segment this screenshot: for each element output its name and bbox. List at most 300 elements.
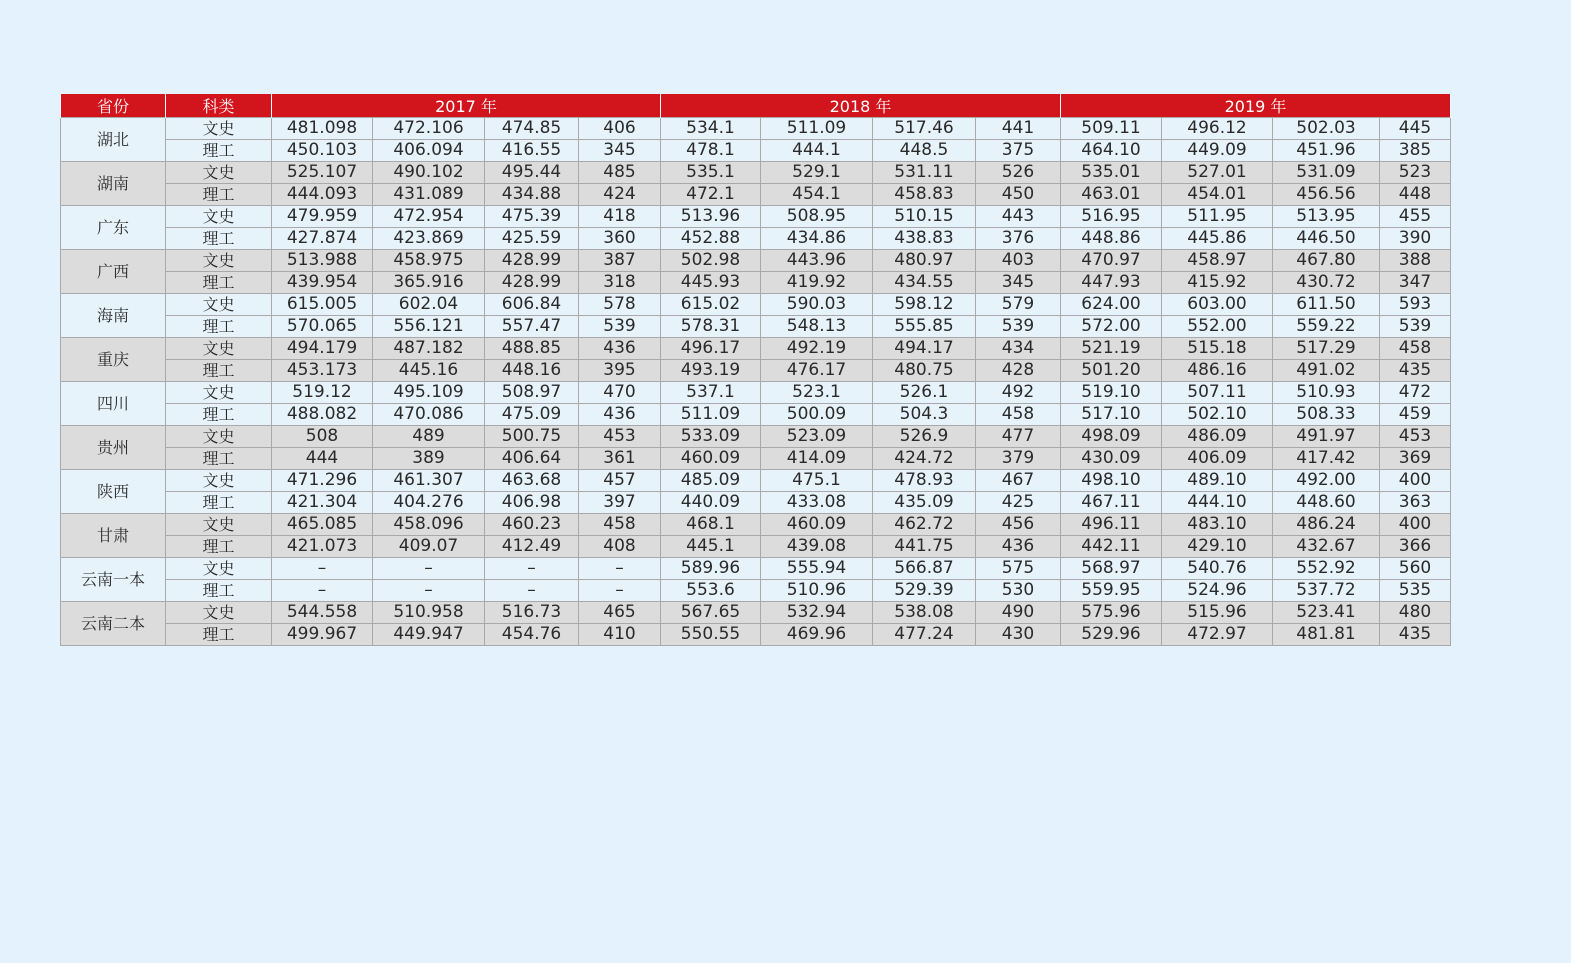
score-cell: 434.86 [761,228,873,250]
score-cell: 615.005 [272,294,373,316]
score-cell: 463.68 [485,470,579,492]
score-cell: 452.88 [661,228,761,250]
table-row [61,140,1451,162]
province-cell: 湖北 [61,118,166,162]
score-cell: 487.182 [373,338,485,360]
score-cell: 440.09 [661,492,761,514]
score-cell: 534.1 [661,118,761,140]
score-cell: 403 [976,250,1061,272]
score-cell: 575 [976,558,1061,580]
score-cell: 479.959 [272,206,373,228]
subject-cell: 理工 [166,492,272,514]
subject-cell: 文史 [166,382,272,404]
score-cell: 496.11 [1061,514,1162,536]
table-row [61,250,1451,272]
score-cell: 448.60 [1273,492,1380,514]
score-cell: 492 [976,382,1061,404]
score-cell: 432.67 [1273,536,1380,558]
score-cell: 406.094 [373,140,485,162]
score-cell: – [373,580,485,602]
score-cell: 406.98 [485,492,579,514]
score-cell: 388 [1380,250,1451,272]
score-cell: 510.93 [1273,382,1380,404]
score-cell: 471.296 [272,470,373,492]
score-cell: 489.10 [1162,470,1273,492]
score-cell: 469.96 [761,624,873,646]
score-cell: 490.102 [373,162,485,184]
score-cell: 593 [1380,294,1451,316]
score-cell: 513.95 [1273,206,1380,228]
score-cell: 438.83 [873,228,976,250]
score-cell: 472.954 [373,206,485,228]
score-cell: 540.76 [1162,558,1273,580]
subject-cell: 文史 [166,250,272,272]
score-cell: 494.17 [873,338,976,360]
score-cell: 406.09 [1162,448,1273,470]
score-cell: 568.97 [1061,558,1162,580]
score-cell: 560 [1380,558,1451,580]
score-cell: 531.11 [873,162,976,184]
score-cell: 538.08 [873,602,976,624]
score-cell: 464.10 [1061,140,1162,162]
score-cell: 448.86 [1061,228,1162,250]
score-cell: 480.97 [873,250,976,272]
score-cell: 434.55 [873,272,976,294]
score-cell: 318 [579,272,661,294]
score-cell: 427.874 [272,228,373,250]
score-cell: 444.10 [1162,492,1273,514]
score-cell: 529.1 [761,162,873,184]
score-cell: 409.07 [373,536,485,558]
score-cell: 458 [976,404,1061,426]
score-cell: 428.99 [485,272,579,294]
score-cell: 442.11 [1061,536,1162,558]
score-cell: 436 [579,404,661,426]
score-cell: 553.6 [661,580,761,602]
score-cell: 455 [1380,206,1451,228]
subject-cell: 理工 [166,448,272,470]
score-cell: 450 [976,184,1061,206]
score-cell: 515.96 [1162,602,1273,624]
score-cell: 508.95 [761,206,873,228]
score-cell: 467.80 [1273,250,1380,272]
score-cell: 400 [1380,470,1451,492]
score-cell: 449.09 [1162,140,1273,162]
score-cell: 526.1 [873,382,976,404]
score-cell: 575.96 [1061,602,1162,624]
header-row [61,94,1451,118]
score-cell: 507.11 [1162,382,1273,404]
score-cell: 376 [976,228,1061,250]
score-cell: 485 [579,162,661,184]
score-cell: 369 [1380,448,1451,470]
score-cell: 511.09 [761,118,873,140]
score-cell: 523.41 [1273,602,1380,624]
score-cell: 544.558 [272,602,373,624]
score-cell: 476.17 [761,360,873,382]
score-cell: 436 [976,536,1061,558]
score-cell: 461.307 [373,470,485,492]
score-cell: 477 [976,426,1061,448]
score-cell: 535.01 [1061,162,1162,184]
year-header-2019: 2019 年 [1061,94,1451,118]
table-row [61,316,1451,338]
score-cell: 510.15 [873,206,976,228]
score-cell: 485.09 [661,470,761,492]
score-cell: 500.09 [761,404,873,426]
table-row [61,602,1451,624]
score-cell: 474.85 [485,118,579,140]
province-cell: 四川 [61,382,166,426]
table-row [61,448,1451,470]
score-cell: 537.72 [1273,580,1380,602]
score-cell: 448.5 [873,140,976,162]
province-cell: 云南二本 [61,602,166,646]
score-cell: 495.44 [485,162,579,184]
score-cell: 345 [579,140,661,162]
score-cell: 416.55 [485,140,579,162]
score-cell: 513.96 [661,206,761,228]
score-cell: 486.24 [1273,514,1380,536]
score-cell: 429.10 [1162,536,1273,558]
province-cell: 云南一本 [61,558,166,602]
score-cell: 431.089 [373,184,485,206]
score-cell: 423.869 [373,228,485,250]
score-cell: 421.073 [272,536,373,558]
score-cell: 519.10 [1061,382,1162,404]
score-cell: 475.09 [485,404,579,426]
score-cell: 493.19 [661,360,761,382]
table-row [61,228,1451,250]
score-cell: 500.75 [485,426,579,448]
score-cell: 502.10 [1162,404,1273,426]
score-cell: – [373,558,485,580]
score-cell: 535.1 [661,162,761,184]
score-cell: 430.72 [1273,272,1380,294]
score-cell: 424 [579,184,661,206]
score-cell: 435 [1380,360,1451,382]
score-cell: 448 [1380,184,1451,206]
subject-cell: 理工 [166,404,272,426]
score-cell: 414.09 [761,448,873,470]
score-cell: – [579,580,661,602]
score-cell: 375 [976,140,1061,162]
score-cell: 472.1 [661,184,761,206]
table-row [61,162,1451,184]
score-cell: 480.75 [873,360,976,382]
score-cell: 457 [579,470,661,492]
subject-cell: 理工 [166,580,272,602]
score-cell: 510.96 [761,580,873,602]
score-cell: 517.10 [1061,404,1162,426]
province-cell: 陕西 [61,470,166,514]
score-cell: 531.09 [1273,162,1380,184]
score-cell: 412.49 [485,536,579,558]
score-cell: 480 [1380,602,1451,624]
score-cell: 510.958 [373,602,485,624]
score-cell: 526.9 [873,426,976,448]
subject-header: 科类 [166,94,272,118]
score-cell: 389 [373,448,485,470]
score-cell: 570.065 [272,316,373,338]
score-cell: – [272,558,373,580]
score-cell: 397 [579,492,661,514]
score-cell: 539 [1380,316,1451,338]
score-cell: 433.08 [761,492,873,514]
score-cell: 379 [976,448,1061,470]
score-cell: 443 [976,206,1061,228]
score-cell: 425 [976,492,1061,514]
score-cell: 458.975 [373,250,485,272]
score-cell: 444.1 [761,140,873,162]
subject-cell: 文史 [166,514,272,536]
score-cell: 470 [579,382,661,404]
score-cell: 434.88 [485,184,579,206]
score-cell: 385 [1380,140,1451,162]
score-cell: 453 [579,426,661,448]
score-cell: – [485,558,579,580]
subject-cell: 文史 [166,426,272,448]
score-cell: 539 [976,316,1061,338]
table-row [61,206,1451,228]
score-cell: 445.16 [373,360,485,382]
score-cell: 410 [579,624,661,646]
score-cell: 468.1 [661,514,761,536]
score-cell: 408 [579,536,661,558]
subject-cell: 文史 [166,602,272,624]
score-cell: 400 [1380,514,1451,536]
score-cell: 523.09 [761,426,873,448]
score-cell: 603.00 [1162,294,1273,316]
subject-cell: 理工 [166,184,272,206]
province-cell: 海南 [61,294,166,338]
subject-cell: 文史 [166,118,272,140]
score-cell: 434 [976,338,1061,360]
score-cell: 428.99 [485,250,579,272]
table-row [61,294,1451,316]
table-row [61,382,1451,404]
score-cell: 439.08 [761,536,873,558]
score-cell: 606.84 [485,294,579,316]
score-cell: – [485,580,579,602]
score-cell: 421.304 [272,492,373,514]
score-cell: 572.00 [1061,316,1162,338]
score-cell: 508.33 [1273,404,1380,426]
table-row [61,360,1451,382]
score-cell: 615.02 [661,294,761,316]
table-row [61,492,1451,514]
score-cell: 444.093 [272,184,373,206]
score-cell: 495.109 [373,382,485,404]
score-cell: 445.1 [661,536,761,558]
score-cell: 491.02 [1273,360,1380,382]
score-cell: 478.93 [873,470,976,492]
table-row [61,338,1451,360]
score-cell: 465 [579,602,661,624]
year-header-2018: 2018 年 [661,94,1061,118]
score-cell: 425.59 [485,228,579,250]
score-cell: 456.56 [1273,184,1380,206]
score-cell: 453.173 [272,360,373,382]
score-cell: 496.12 [1162,118,1273,140]
score-cell: 517.29 [1273,338,1380,360]
score-cell: 481.098 [272,118,373,140]
score-cell: 624.00 [1061,294,1162,316]
score-cell: 525.107 [272,162,373,184]
score-cell: 492.00 [1273,470,1380,492]
score-cell: 508.97 [485,382,579,404]
score-cell: 430.09 [1061,448,1162,470]
score-cell: 578 [579,294,661,316]
subject-cell: 理工 [166,140,272,162]
score-cell: 361 [579,448,661,470]
score-cell: 492.19 [761,338,873,360]
score-cell: 406 [579,118,661,140]
score-cell: 462.72 [873,514,976,536]
score-cell: 435.09 [873,492,976,514]
score-cell: – [579,558,661,580]
score-cell: 567.65 [661,602,761,624]
table-row [61,514,1451,536]
score-cell: 526 [976,162,1061,184]
score-cell: 439.954 [272,272,373,294]
score-cell: 467 [976,470,1061,492]
score-cell: 555.85 [873,316,976,338]
score-cell: 458 [579,514,661,536]
score-cell: – [272,580,373,602]
score-cell: 527.01 [1162,162,1273,184]
score-cell: 529.39 [873,580,976,602]
province-cell: 贵州 [61,426,166,470]
score-cell: 498.10 [1061,470,1162,492]
score-cell: 454.76 [485,624,579,646]
score-cell: 419.92 [761,272,873,294]
score-cell: 515.18 [1162,338,1273,360]
table-body [61,118,1451,646]
score-cell: 459 [1380,404,1451,426]
score-cell: 443.96 [761,250,873,272]
score-cell: 489 [373,426,485,448]
score-cell: 502.98 [661,250,761,272]
score-cell: 458 [1380,338,1451,360]
subject-cell: 理工 [166,360,272,382]
score-cell: 453 [1380,426,1451,448]
subject-cell: 文史 [166,558,272,580]
score-cell: 418 [579,206,661,228]
score-cell: 498.09 [1061,426,1162,448]
score-cell: 454.01 [1162,184,1273,206]
subject-cell: 理工 [166,272,272,294]
score-cell: 481.81 [1273,624,1380,646]
year-header-2017: 2017 年 [272,94,661,118]
score-cell: 449.947 [373,624,485,646]
score-cell: 424.72 [873,448,976,470]
subject-cell: 理工 [166,536,272,558]
score-cell: 478.1 [661,140,761,162]
score-cell: 499.967 [272,624,373,646]
subject-cell: 理工 [166,316,272,338]
score-cell: 467.11 [1061,492,1162,514]
score-cell: 511.95 [1162,206,1273,228]
score-cell: 548.13 [761,316,873,338]
score-cell: 566.87 [873,558,976,580]
score-cell: 345 [976,272,1061,294]
score-cell: 578.31 [661,316,761,338]
score-cell: 454.1 [761,184,873,206]
score-cell: 509.11 [1061,118,1162,140]
score-cell: 387 [579,250,661,272]
score-cell: 441.75 [873,536,976,558]
score-cell: 521.19 [1061,338,1162,360]
score-cell: 555.94 [761,558,873,580]
score-cell: 486.09 [1162,426,1273,448]
score-cell: 602.04 [373,294,485,316]
table-row [61,184,1451,206]
score-cell: 519.12 [272,382,373,404]
score-cell: 530 [976,580,1061,602]
score-cell: 451.96 [1273,140,1380,162]
score-cell: 557.47 [485,316,579,338]
province-cell: 广东 [61,206,166,250]
province-header: 省份 [61,94,166,118]
score-cell: 465.085 [272,514,373,536]
score-cell: 488.85 [485,338,579,360]
score-cell: 472 [1380,382,1451,404]
score-cell: 579 [976,294,1061,316]
score-cell: 508 [272,426,373,448]
score-cell: 532.94 [761,602,873,624]
score-cell: 529.96 [1061,624,1162,646]
table-row [61,580,1451,602]
province-cell: 湖南 [61,162,166,206]
table-row [61,118,1451,140]
score-cell: 501.20 [1061,360,1162,382]
table-row [61,404,1451,426]
score-cell: 496.17 [661,338,761,360]
score-cell: 483.10 [1162,514,1273,536]
score-cell: 550.55 [661,624,761,646]
score-cell: 363 [1380,492,1451,514]
score-cell: 472.106 [373,118,485,140]
score-cell: 460.09 [761,514,873,536]
table-row [61,470,1451,492]
score-cell: 511.09 [661,404,761,426]
score-cell: 435 [1380,624,1451,646]
score-cell: 475.1 [761,470,873,492]
score-cell: 395 [579,360,661,382]
subject-cell: 文史 [166,338,272,360]
score-cell: 470.97 [1061,250,1162,272]
score-cell: 458.83 [873,184,976,206]
score-cell: 447.93 [1061,272,1162,294]
score-cell: 502.03 [1273,118,1380,140]
score-cell: 460.09 [661,448,761,470]
score-cell: 539 [579,316,661,338]
table-row [61,558,1451,580]
score-cell: 444 [272,448,373,470]
score-cell: 516.73 [485,602,579,624]
score-cell: 458.97 [1162,250,1273,272]
score-cell: 475.39 [485,206,579,228]
score-cell: 441 [976,118,1061,140]
score-cell: 428 [976,360,1061,382]
score-cell: 552.92 [1273,558,1380,580]
province-cell: 重庆 [61,338,166,382]
score-cell: 360 [579,228,661,250]
table-row [61,624,1451,646]
score-cell: 559.95 [1061,580,1162,602]
score-cell: 445 [1380,118,1451,140]
